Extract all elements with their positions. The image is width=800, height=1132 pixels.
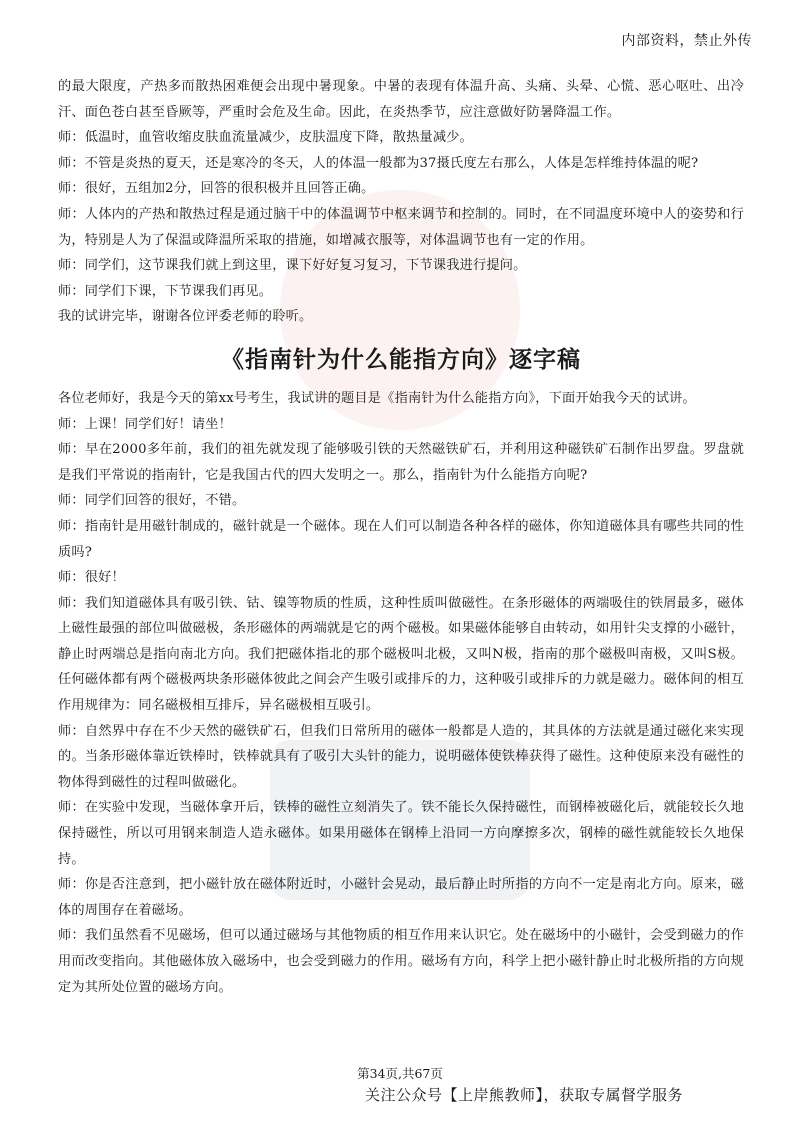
paragraph: 师：自然界中存在不少天然的磁铁矿石，但我们日常所用的磁体一般都是人造的，其具体的方法就是通过磁化来实现的。当条形磁体靠近铁棒时，铁棒就具有了吸引大头针的能力，说明磁体使铁棒获得了磁性。这种使原来没有磁性的物体得到磁性的过程叫做磁化。 bbox=[58, 723, 744, 790]
page-header: 内部资料，禁止外传 bbox=[621, 33, 752, 49]
paragraph: 师：人体内的产热和散热过程是通过脑干中的体温调节中枢来调节和控制的。同时，在不同温度环境中人的姿势和行为，特别是人为了保温或降温所采取的措施，如增减衣服等，对体温调节也有一定的作用。 bbox=[58, 206, 744, 248]
paragraph: 各位老师好，我是今天的第xx号考生，我试讲的题目是《指南针为什么能指方向》，下面开始我今天的试讲。 bbox=[58, 390, 696, 406]
paragraph: 师：我们知道磁体具有吸引铁、钴、镍等物质的性质，这种性质叫做磁性。在条形磁体的两端吸住的铁屑最多，磁体上磁性最强的部位叫做磁极，条形磁体的两端就是它的两个磁极。如果磁体能够自由转动，如用针尖支撑的小磁针，静止时两端总是指向南北方向。我们把磁体指北的那个磁极叫北极，又叫N极，指南的那个磁极叫南极，又叫S极。任何磁体都有两个磁极两块条形磁体彼此之间会产生吸引或排斥的力，这种吸引或排斥的力就是磁力。磁体间的相互作用规律为：同名磁极相互排斥，异名磁极相互吸引。 bbox=[58, 595, 744, 714]
page-footer: 关注公众号【上岸熊教师】，获取专属督学服务 bbox=[365, 1086, 684, 1104]
paragraph: 师：同学们下课，下节课我们再见。 bbox=[58, 283, 273, 299]
paragraph: 师：早在2000多年前，我们的祖先就发现了能够吸引铁的天然磁铁矿石，并利用这种磁铁矿石制作出罗盘。罗盘就是我们平常说的指南针，它是我国古代的四大发明之一。那么，指南针为什么能指方向呢? bbox=[58, 442, 744, 483]
paragraph: 师：你是否注意到，把小磁针放在磁体附近时，小磁针会晃动，最后静止时所指的方向不一定是南北方向。原来，磁体的周围存在着磁场。 bbox=[58, 877, 744, 918]
paragraph: 师：低温时，血管收缩皮肤血流量减少，皮肤温度下降，散热量减少。 bbox=[58, 130, 474, 146]
paragraph: 师：在实验中发现，当磁体拿开后，铁棒的磁性立刻消失了。铁不能长久保持磁性，而钢棒被磁化后，就能较长久地保持磁性，所以可用钢来制造人造永磁体。如果用磁体在钢棒上沿同一方向摩擦多次，钢棒的磁性就能较长久地保持。 bbox=[58, 800, 744, 867]
document-body bbox=[58, 74, 744, 1000]
paragraph: 师：同学们，这节课我们就上到这里，课下好好复习复习，下节课我进行提问。 bbox=[58, 258, 527, 274]
paragraph: 师：很好！ bbox=[58, 570, 125, 586]
paragraph: 的最大限度，产热多而散热困难便会出现中暑现象。中暑的表现有体温升高、头痛、头晕、心慌、恶心呕吐、出冷汗、面色苍白甚至昏厥等，严重时会危及生命。因此，在炎热季节，应注意做好防暑降温工作。 bbox=[58, 79, 744, 120]
paragraph: 师：我们虽然看不见磁场，但可以通过磁场与其他物质的相互作用来认识它。处在磁场中的小磁针，会受到磁力的作用而改变指向。其他磁体放入磁场中，也会受到磁力的作用。磁场有方向，科学上把小磁针静止时北极所指的方向规定为其所处位置的磁场方向。 bbox=[58, 928, 744, 995]
paragraph: 师：上课！同学们好！请坐！ bbox=[58, 416, 233, 432]
paragraph: 师：很好，五组加2分，回答的很积极并且回答正确。 bbox=[58, 181, 375, 197]
paragraph: 师：同学们回答的很好，不错。 bbox=[58, 493, 246, 509]
paragraph: 我的试讲完毕，谢谢各位评委老师的聆听。 bbox=[58, 309, 313, 325]
page-number: 第34页,共67页 bbox=[357, 1066, 443, 1081]
section-title: 《指南针为什么能指方向》逐字稿 bbox=[221, 346, 581, 373]
paragraph: 师：指南针是用磁针制成的，磁针就是一个磁体。现在人们可以制造各种各样的磁体，你知道磁体具有哪些共同的性质吗? bbox=[58, 518, 744, 560]
paragraph: 师：不管是炎热的夏天，还是寒冷的冬天，人的体温一般都为37摄氏度左右那么，人体是怎样维持体温的呢? bbox=[58, 155, 699, 171]
